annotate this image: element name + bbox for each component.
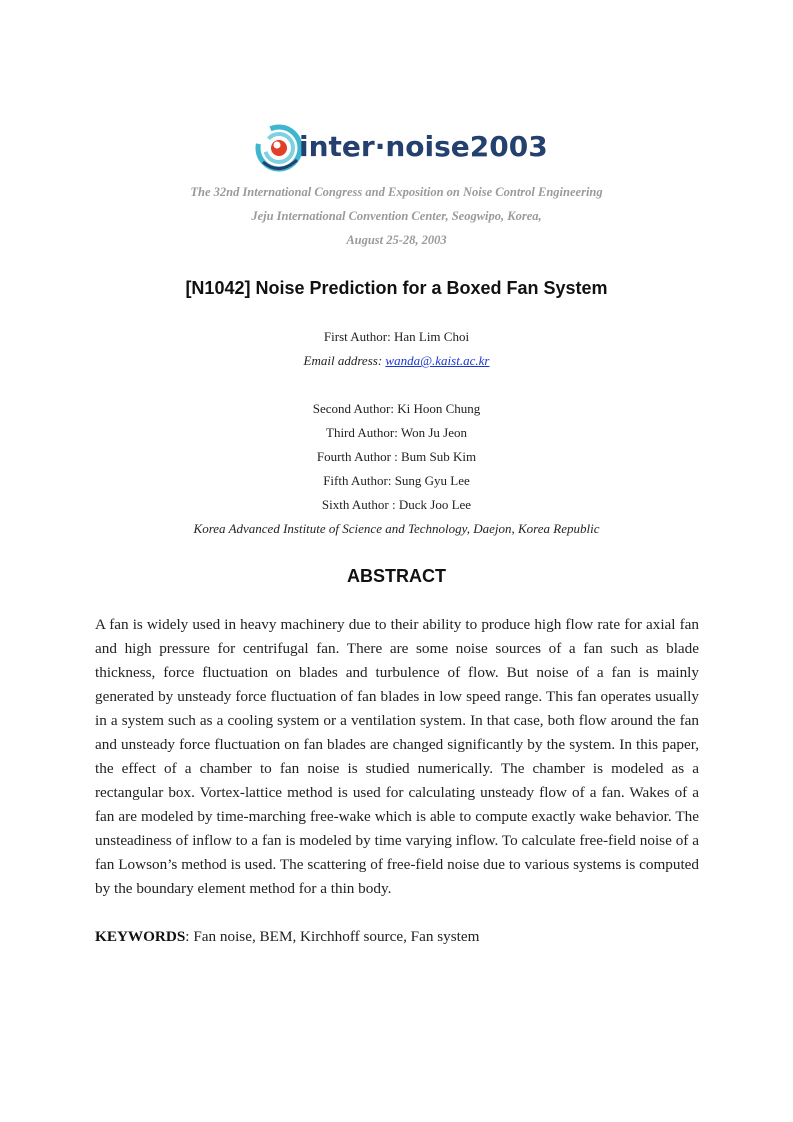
sixth-author: Sixth Author : Duck Joo Lee <box>321 497 472 512</box>
abstract-heading: ABSTRACT <box>347 566 446 586</box>
email-label: Email address: <box>303 353 386 368</box>
fourth-author: Fourth Author : Bum Sub Kim <box>316 449 477 464</box>
third-author: Third Author: Won Ju Jeon <box>326 425 467 440</box>
keywords-label: KEYWORDS <box>95 928 186 945</box>
conference-logo <box>255 118 548 178</box>
affiliation: Korea Advanced Institute of Science and Technology, Daejon, Korea Republic <box>193 521 600 536</box>
second-author: Second Author: Ki Hoon Chung <box>312 401 481 416</box>
swirl-logo-icon <box>255 118 303 178</box>
keywords-line <box>95 925 699 949</box>
logo-wordmark <box>299 130 548 163</box>
fifth-author: Fifth Author: Sung Gyu Lee <box>323 473 470 488</box>
paper-title: [N1042] Noise Prediction for a Boxed Fan System <box>185 278 608 298</box>
abstract-body: A fan is widely used in heavy machinery due to their ability to produce high flow rate for axial fan and high pressure for centrifugal fan. There are some noise sources of a fan such as blade thickness, force fluctuation on blades and turbulence of flow. But noise of a fan is mainly generated by unsteady force fluctuation of fan blades in low speed range. This fan operates usually in a system such as a cooling system or a ventilation system. In that case, both flow around the fan and unsteady force fluctuation on fan blades are changed significantly by the system. In this paper, the effect of a chamber to fan noise is studied numerically. The chamber is modeled as a rectangular box. Vortex-lattice method is used for calculating unsteady flow of a fan. Wakes of a fan are modeled by time-marching free-wake which is able to compute exactly wake behavior. The unsteadiness of inflow to a fan is modeled by time varying inflow. To calculate free-field noise of a fan Lowson’s method is used. The scattering of free-field noise due to various systems is computed by the boundary element method for a thin body. <box>95 616 699 897</box>
logo-text-part2: noise2003 <box>385 130 548 163</box>
conference-name: The 32nd International Congress and Exposition on Noise Control Engineering <box>190 185 603 199</box>
email-line <box>0 353 793 369</box>
conference-dates: August 25-28, 2003 <box>346 233 447 247</box>
email-link[interactable]: wanda@.kaist.ac.kr <box>385 353 490 368</box>
first-author: First Author: Han Lim Choi <box>323 329 470 344</box>
logo-text-dot: · <box>374 130 386 163</box>
keywords-value: : Fan noise, BEM, Kirchhoff source, Fan system <box>185 928 480 945</box>
logo-text-part1: inter <box>299 130 375 163</box>
conference-venue: Jeju International Convention Center, Seogwipo, Korea, <box>251 209 542 223</box>
